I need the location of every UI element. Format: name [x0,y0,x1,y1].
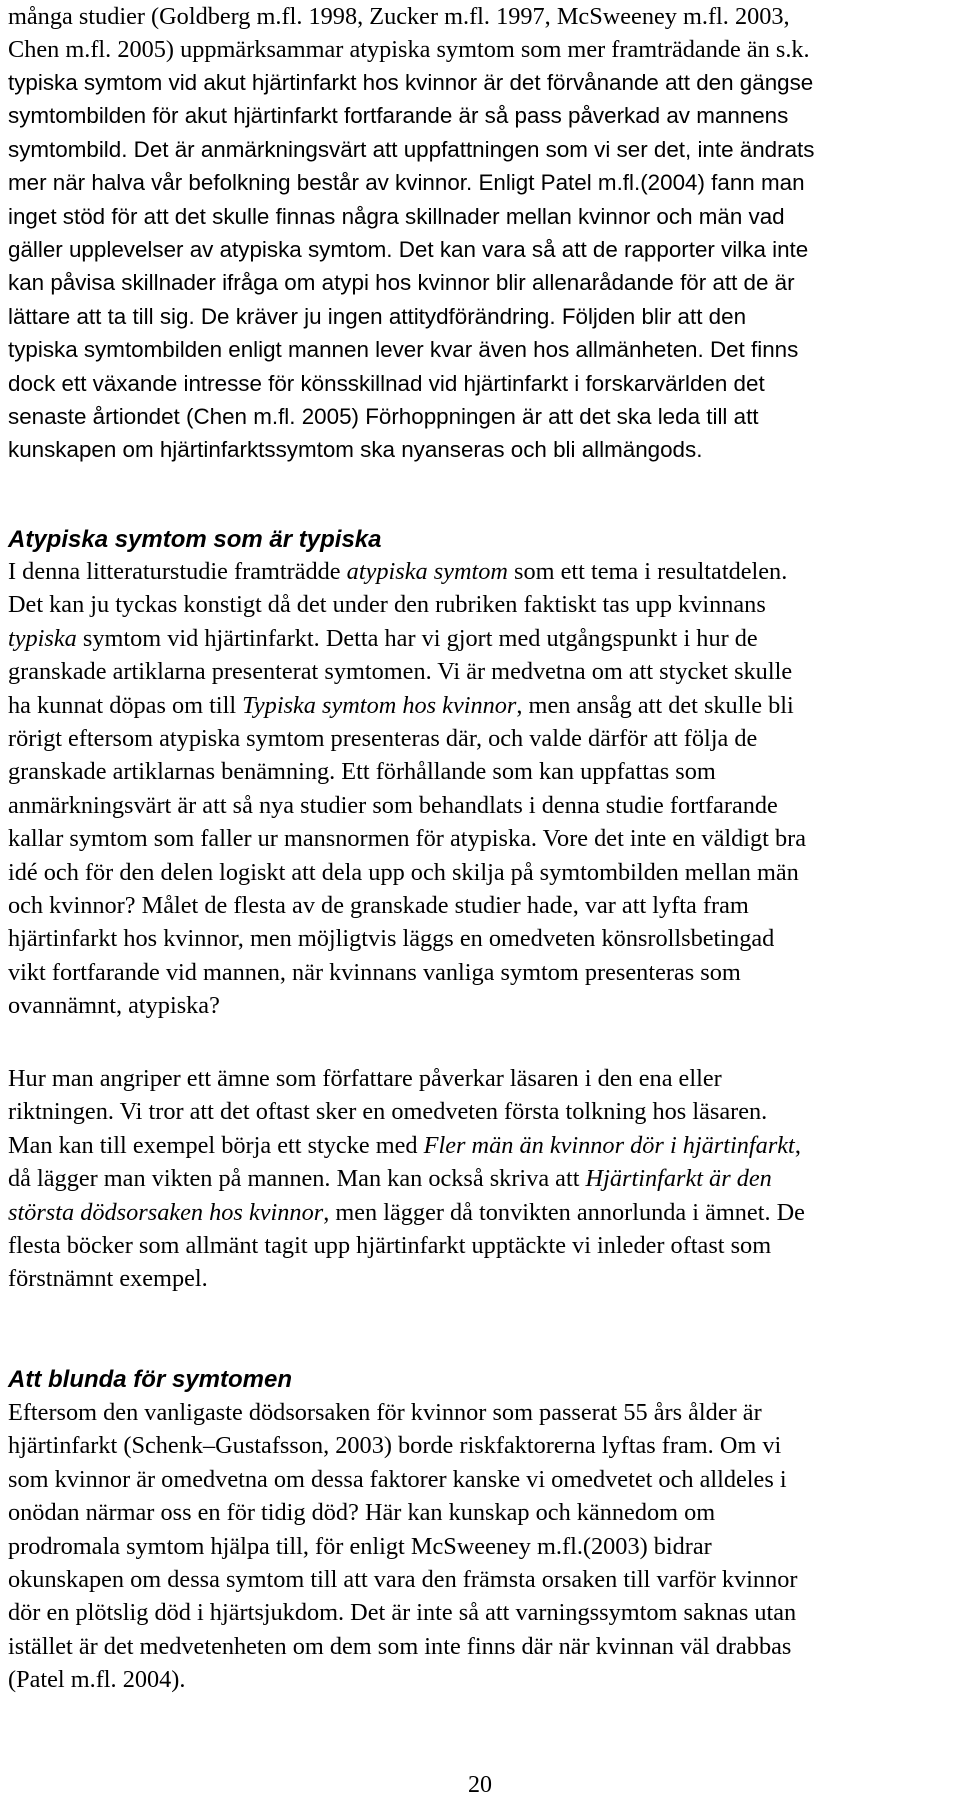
text-run: , men ansåg att det skulle bli [516,691,794,719]
text-line: Det kan ju tyckas konstigt då det under den rubriken faktiskt tas upp kvinnans [8,591,766,619]
text-line: symtombild. Det är anmärkningsvärt att uppfattningen som vi ser det, inte ändrats [8,136,815,162]
paragraph-atypiska-2 [8,1062,805,1296]
text-line: rörigt eftersom atypiska symtom presenteras där, och valde därför att följa de [8,725,758,753]
text-run: då lägger man vikten på mannen. Man kan också skriva att [8,1165,586,1193]
text-run: symtom vid hjärtinfarkt. Detta har vi gjort med utgångspunkt i hur de [76,624,758,652]
text-line: anmärkningsvärt är att så nya studier som behandlats i denna studie fortfarande [8,791,778,819]
text-line: prodromala symtom hjälpa till, för enligt McSweeney m.fl.(2003) bidrar [8,1532,712,1560]
text-run: , [794,1131,801,1159]
text-line: gäller upplevelser av atypiska symtom. Det kan vara så att de rapporter vilka inte [8,237,809,263]
text-line: som kvinnor är omedvetna om dessa faktorer kanske vi omedvetet och alldeles i [8,1465,787,1493]
emphasis-text: största dödsorsaken hos kvinnor [8,1198,324,1226]
paragraph-blunda [8,1396,797,1697]
text-run: I denna litteraturstudie framträdde [8,558,347,585]
text-line [8,555,806,588]
text-line: Chen m.fl. 2005) uppmärksammar atypiska symtom som mer framträdande än s.k. [8,36,810,64]
text-line: hjärtinfarkt (Schenk–Gustafsson, 2003) borde riskfaktorerna lyftas fram. Om vi [8,1432,782,1460]
text-line [8,622,806,655]
text-line: hjärtinfarkt hos kvinnor, men möjligtvis läggs en omedveten könsrollsbetingad [8,925,775,953]
text-line: granskade artiklarna presenterat symtomen. Vi är medvetna om att stycket skulle [8,658,793,686]
text-line: lättare att ta till sig. De kräver ju ingen attitydförändring. Följden blir att den [8,303,747,329]
text-line: dör en plötslig död i hjärtsjukdom. Det är inte så att varningssymtom saknas utan [8,1599,797,1627]
text-line: vikt fortfarande vid mannen, när kvinnans vanliga symtom presenteras som [8,958,741,986]
text-line: ovannämnt, atypiska? [8,992,220,1020]
text-line: senaste årtiondet (Chen m.fl. 2005) Förhoppningen är att det ska leda till att [8,404,759,430]
text-line: Eftersom den vanligaste dödsorsaken för kvinnor som passerat 55 års ålder är [8,1399,762,1426]
page-number: 20 [468,1772,492,1798]
emphasis-text: Hjärtinfarkt är den [585,1165,772,1193]
text-line: granskade artiklarnas benämning. Ett förhållande som kan uppfattas som [8,758,716,786]
text-line [8,689,806,722]
emphasis-text: Typiska symtom hos kvinnor [242,691,517,719]
section-heading-atypiska: Atypiska symtom som är typiska [8,526,382,553]
text-line: typiska symtombilden enligt mannen lever kvar även hos allmänheten. Det finns [8,337,799,363]
text-run: , men lägger då tonvikten annorlunda i ämnet. De [323,1198,805,1226]
emphasis-text: typiska [8,624,77,652]
text-line: förstnämnt exempel. [8,1265,208,1293]
text-line: kunskapen om hjärtinfarktssymtom ska nyanseras och bli allmängods. [8,437,703,463]
emphasis-text: atypiska symtom [346,558,508,585]
text-line: flesta böcker som allmänt tagit upp hjärtinfarkt upptäckte vi inleder oftast som [8,1232,772,1260]
text-line: inget stöd för att det skulle finnas några skillnader mellan kvinnor och män vad [8,203,785,229]
text-line: okunskapen om dessa symtom till att vara den främsta orsaken till varför kvinnor [8,1566,798,1594]
text-line: (Patel m.fl. 2004). [8,1666,186,1694]
text-line: onödan närmar oss en för tidig död? Här kan kunskap och kännedom om [8,1499,716,1527]
text-line: istället är det medvetenheten om dem som inte finns där när kvinnan väl drabbas [8,1632,792,1660]
text-run: som ett tema i resultatdelen. [507,558,788,585]
text-line: riktningen. Vi tror att det oftast sker en omedveten första tolkning hos läsaren. [8,1098,768,1126]
text-line: många studier (Goldberg m.fl. 1998, Zucker m.fl. 1997, McSweeney m.fl. 2003, [8,3,790,30]
text-line: mer när halva vår befolkning består av kvinnor. Enligt Patel m.fl.(2004) fann man [8,170,805,196]
text-line [8,1129,805,1162]
text-line [8,1162,805,1195]
text-line: typiska symtom vid akut hjärtinfarkt hos kvinnor är det förvånande att den gängse [8,70,814,95]
text-line: Hur man angriper ett ämne som författare påverkar läsaren i den ena eller [8,1065,722,1092]
paragraph-intro [8,0,810,67]
paragraph-atypiska-1 [8,555,806,1023]
text-line: symtombilden för akut hjärtinfarkt fortfarande är så pass påverkad av mannens [8,103,789,129]
text-run: ha kunnat döpas om till [8,691,243,719]
text-line: kan påvisa skillnader ifråga om atypi hos kvinnor blir allenarådande för att de är [8,270,795,296]
emphasis-text: Fler män än kvinnor dör i hjärtinfarkt [423,1131,795,1159]
text-line: dock ett växande intresse för könsskillnad vid hjärtinfarkt i forskarvärlden det [8,370,765,396]
section-heading-blunda: Att blunda för symtomen [8,1366,293,1393]
text-line: kallar symtom som faller ur mansnormen för atypiska. Vore det inte en väldigt bra [8,825,807,853]
text-line: idé och för den delen logiskt att dela upp och skilja på symtombilden mellan män [8,858,799,886]
text-run: Man kan till exempel börja ett stycke med [8,1131,424,1159]
text-line [8,1196,805,1229]
text-line: och kvinnor? Målet de flesta av de granskade studier hade, var att lyfta fram [8,892,749,920]
paragraph-discussion [8,66,814,467]
